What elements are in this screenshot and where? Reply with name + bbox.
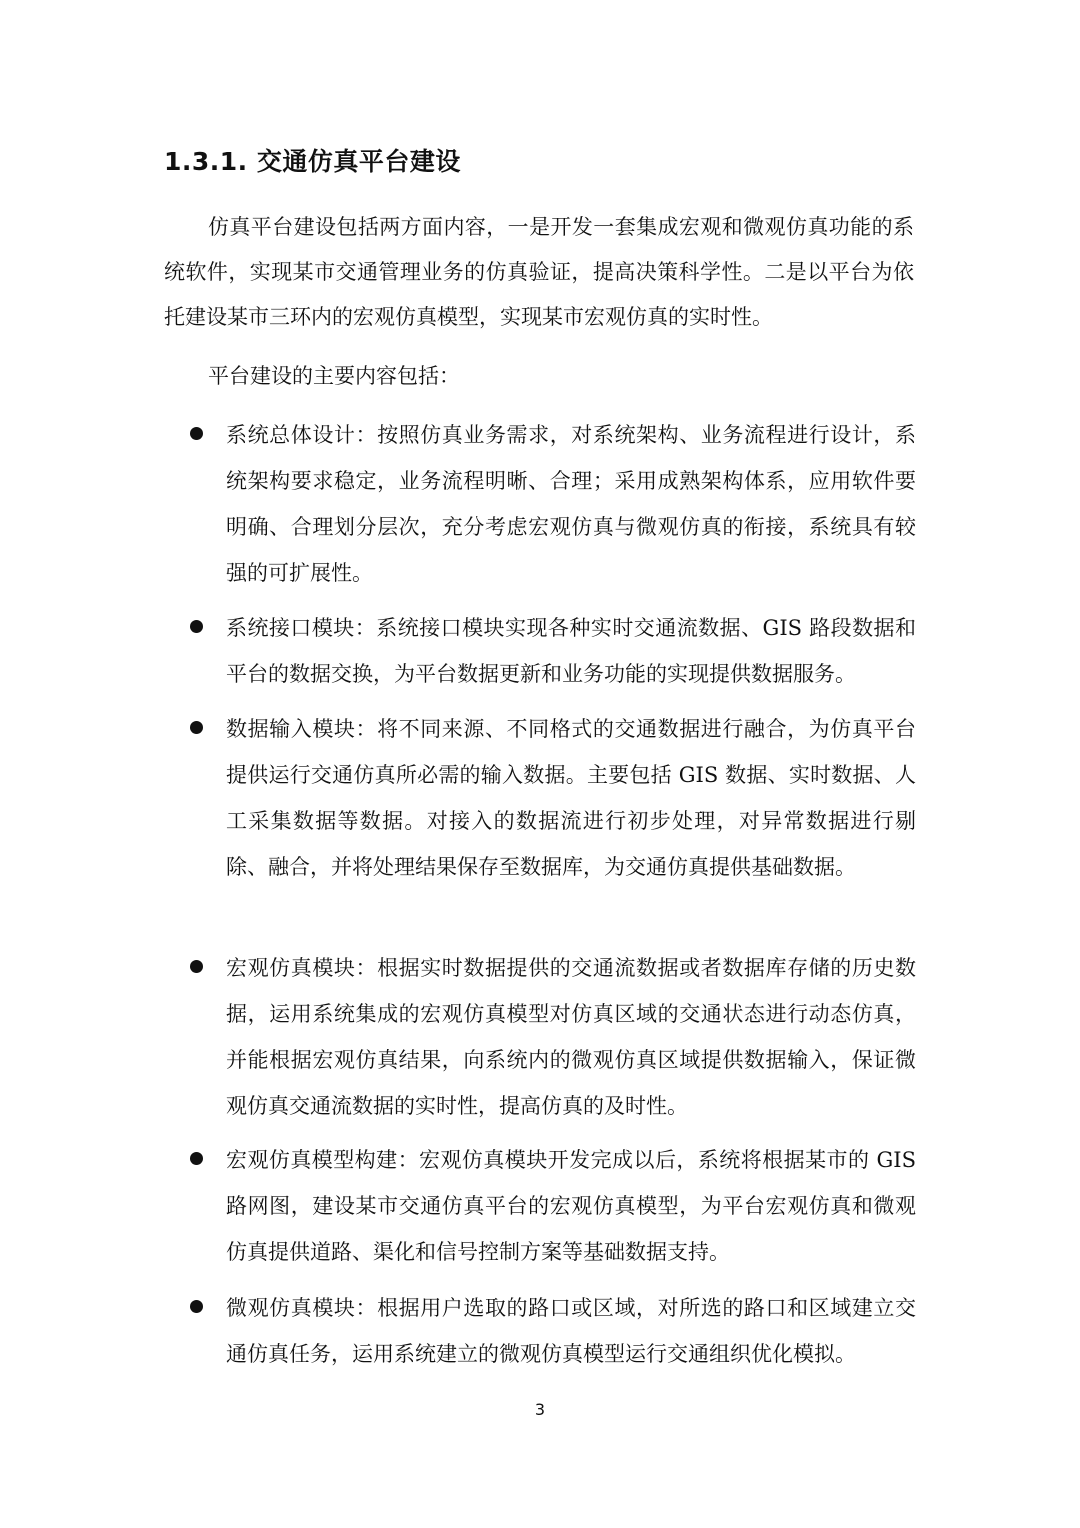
bullet-dot-icon [190, 1300, 203, 1313]
bullet-dot-icon [190, 427, 203, 440]
bullet-dot-icon [190, 960, 203, 973]
intro-paragraph: 仿真平台建设包括两方面内容，一是开发一套集成宏观和微观仿真功能的系统软件，实现某市交通管理业务的仿真验证，提高决策科学性。二是以平台为依托建设某市三环内的宏观仿真模型，实现某市宏观仿真的实时性。 [164, 215, 914, 329]
bullet-dot-icon [190, 721, 203, 734]
bullet-text: 数据输入模块：将不同来源、不同格式的交通数据进行融合，为仿真平台提供运行交通仿真所必需的输入数据。主要包括 GIS 数据、实时数据、人工采集数据等数据。对接入的数据流进行初步处理，对异常数据进行剔除、融合，并将处理结果保存至数据库，为交通仿真提供基础数据。 [226, 717, 916, 879]
bullet-text: 宏观仿真模型构建：宏观仿真模块开发完成以后，系统将根据某市的 GIS 路网图，建设某市交通仿真平台的宏观仿真模型，为平台宏观仿真和微观仿真提供道路、渠化和信号控制方案等基础数据支持。 [226, 1148, 916, 1264]
list-intro-paragraph: 平台建设的主要内容包括： [208, 364, 460, 388]
bullet-text: 系统总体设计：按照仿真业务需求，对系统架构、业务流程进行设计，系统架构要求稳定，业务流程明晰、合理；采用成熟架构体系，应用软件要明确、合理划分层次，充分考虑宏观仿真与微观仿真的衔接，系统具有较强的可扩展性。 [226, 423, 916, 585]
bullet-text: 宏观仿真模块：根据实时数据提供的交通流数据或者数据库存储的历史数据，运用系统集成的宏观仿真模型对仿真区域的交通状态进行动态仿真，并能根据宏观仿真结果，向系统内的微观仿真区域提供数据输入，保证微观仿真交通流数据的实时性，提高仿真的及时性。 [226, 956, 916, 1118]
bullet-text: 系统接口模块：系统接口模块实现各种实时交通流数据、GIS 路段数据和平台的数据交换，为平台数据更新和业务功能的实现提供数据服务。 [226, 616, 916, 686]
page-number: 3 [534, 1400, 546, 1419]
section-heading: 1.3.1. 交通仿真平台建设 [164, 147, 461, 176]
bullet-dot-icon [190, 620, 203, 633]
bullet-text: 微观仿真模块：根据用户选取的路口或区域，对所选的路口和区域建立交通仿真任务，运用系统建立的微观仿真模型运行交通组织优化模拟。 [226, 1296, 916, 1366]
bullet-dot-icon [190, 1152, 203, 1165]
